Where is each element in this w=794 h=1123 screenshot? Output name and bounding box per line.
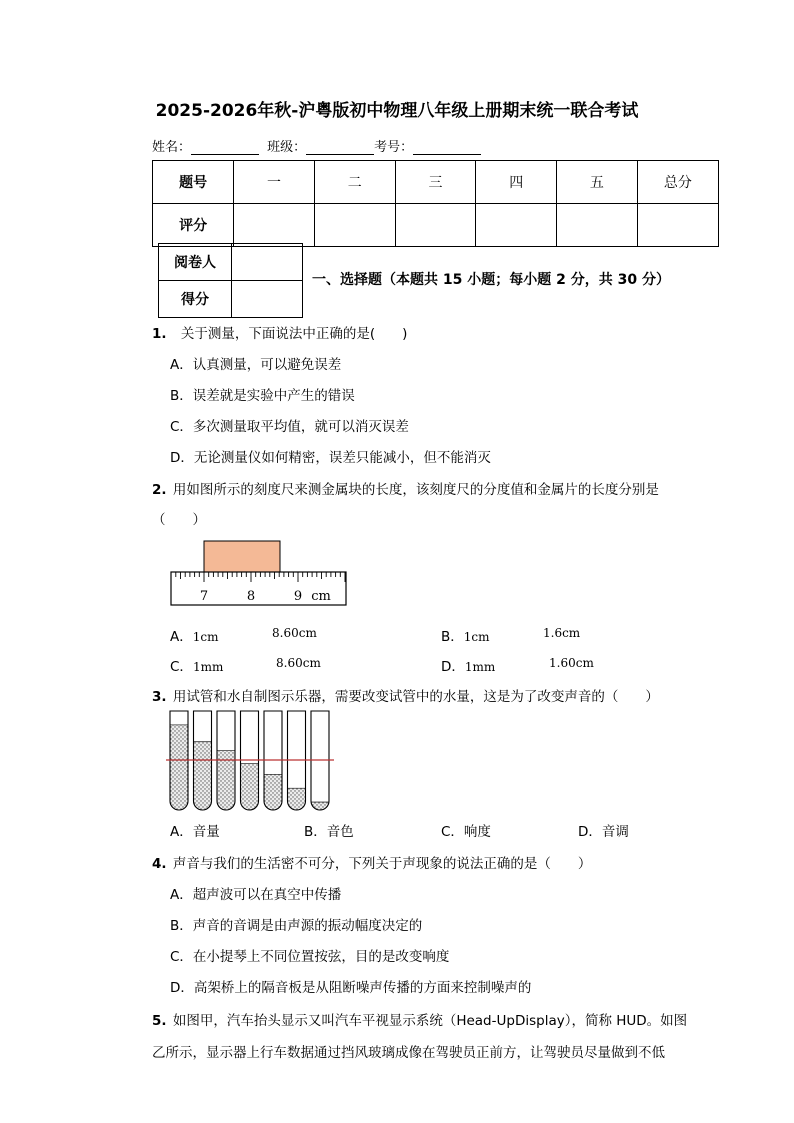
question-text: 用如图所示的刻度尺来测金属块的长度，该刻度尺的分度值和金属片的长度分别是 [172,482,659,498]
tube-water [241,763,259,810]
option-a[interactable]: A．音量 [170,824,220,840]
option-letter: D． [441,659,465,675]
option-value-1: 1mm [192,660,224,674]
question-5 [152,1009,687,1029]
question-text: 如图甲，汽车抬头显示又叫汽车平视显示系统（Head-UpDisplay），简称 HUD。如图 [172,1013,688,1029]
tube-water [264,774,282,810]
section-heading: 一、选择题（本题共 15 小题；每小题 2 分，共 30 分） [312,272,670,288]
option-a[interactable]: A．认真测量，可以避免误差 [170,357,342,373]
ruler-label-7: 7 [199,589,209,604]
option-value-1: 1mm [464,660,496,674]
tube-water [194,742,212,810]
option-a[interactable]: A．超声波可以在真空中传播 [170,887,342,903]
reviewer-label: 阅卷人 [159,244,232,281]
option-value-2: 8.60cm [272,626,317,640]
option-letter: B． [441,629,464,645]
option-c[interactable]: C．响度 [441,824,491,840]
option-c[interactable]: C．在小提琴上不同位置按弦，目的是改变响度 [170,949,450,965]
question-3 [152,685,659,705]
option-c[interactable]: C．多次测量取平均值，就可以消灭误差 [170,419,409,435]
score-header-cell: 四 [476,161,557,204]
option-d[interactable]: D．无论测量仪如何精密，误差只能减小，但不能消灭 [170,450,491,466]
question-number: 5. [152,1013,167,1029]
score-header-cell: 三 [395,161,476,204]
score-header-cell: 一 [234,161,315,204]
score-header-cell: 总分 [637,161,718,204]
score-table [152,160,719,247]
question-1 [152,322,407,342]
question-text-cont: 乙所示，显示器上行车数据通过挡风玻璃成像在驾驶员正前方，让驾驶员尽量做到不低 [152,1045,665,1061]
option-value-2: 1.6cm [543,626,581,640]
score-table-score-row [153,204,719,247]
ruler-label-cm: cm [311,589,331,604]
exam-no-label: 考号： [374,140,414,155]
class-label: 班级： [267,140,307,155]
exam-no-field[interactable] [413,140,481,155]
option-d[interactable]: D．高架桥上的隔音板是从阻断噪声传播的方面来控制噪声的 [170,980,532,996]
question-number: 1. [152,326,167,342]
option-value-1: 1cm [463,630,490,644]
question-2 [152,478,659,498]
grader-table [158,243,303,318]
option-value-1: 1cm [192,630,219,644]
question-text: 用试管和水自制图示乐器，需要改变试管中的水量，这是为了改变声音的（ ） [172,689,659,705]
option-value-2: 1.60cm [549,656,594,670]
name-field[interactable] [191,140,259,155]
option-b[interactable]: B．音色 [304,824,354,840]
option-a[interactable] [170,625,317,645]
score-header-cell: 题号 [153,161,234,204]
ruler-label-9: 9 [293,589,303,604]
score-header-cell: 五 [557,161,638,204]
grader-score-label: 得分 [159,281,232,318]
question-text-cont: （ ） [152,512,206,528]
option-b[interactable]: B．误差就是实验中产生的错误 [170,388,355,404]
name-label: 姓名： [152,140,192,155]
option-letter: A． [170,629,193,645]
score-table-header-row [153,161,719,204]
question-number: 2. [152,482,167,498]
score-cell[interactable] [637,204,718,247]
option-b[interactable]: B．声音的音调是由声源的振动幅度决定的 [170,918,423,934]
option-c[interactable] [170,655,321,675]
tube-water [311,802,329,810]
question-number: 4. [152,856,167,872]
option-b[interactable] [441,625,581,645]
tube-water [170,725,188,810]
question-text: 声音与我们的生活密不可分，下列关于声现象的说法正确的是（ ） [172,856,592,872]
grader-score-cell[interactable] [232,281,303,318]
score-cell[interactable] [476,204,557,247]
option-letter: C． [170,659,193,675]
score-cell[interactable] [395,204,476,247]
class-field[interactable] [306,140,374,155]
exam-title: 2025-2026年秋-沪粤版初中物理八年级上册期末统一联合考试 [155,101,639,121]
option-d[interactable] [441,655,594,675]
ruler-figure [168,538,350,610]
question-4 [152,852,591,872]
question-number: 3. [152,689,167,705]
student-info-line [152,136,481,155]
reviewer-cell[interactable] [232,244,303,281]
score-cell[interactable] [234,204,315,247]
score-row-label: 评分 [153,204,234,247]
score-cell[interactable] [557,204,638,247]
ruler-label-8: 8 [246,589,256,604]
test-tubes-figure [164,708,336,814]
metal-block [204,541,280,573]
score-cell[interactable] [314,204,395,247]
score-header-cell: 二 [314,161,395,204]
option-d[interactable]: D．音调 [578,824,629,840]
question-text: 关于测量，下面说法中正确的是( ) [180,326,408,342]
option-value-2: 8.60cm [276,656,321,670]
